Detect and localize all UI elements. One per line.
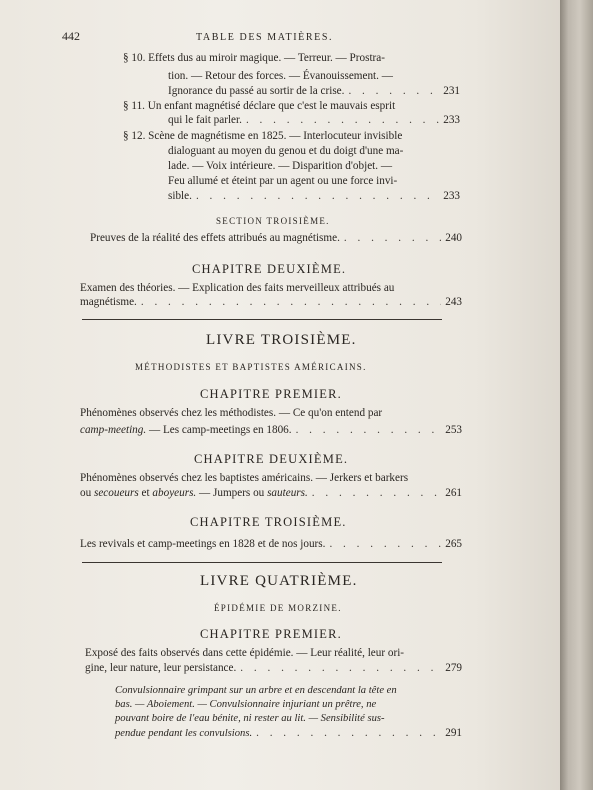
toc-page-number: 253 (445, 424, 462, 436)
dot-leader (246, 114, 439, 127)
book-subheading: ÉPIDÉMIE DE MORZINE. (214, 603, 342, 613)
book-heading: LIVRE QUATRIÈME. (200, 573, 358, 589)
toc-entry-10-line-3 (168, 85, 460, 98)
toc-entry-text: pendue pendant les convulsions. (115, 728, 253, 739)
toc-entry-12-line-1: § 12. Scène de magnétisme en 1825. — Interlocuteur invisible (123, 130, 403, 142)
italic-term: secoueurs (93, 487, 139, 499)
dot-leader (348, 85, 439, 98)
toc-entry-text: magnétisme. (80, 296, 137, 308)
running-title: TABLE DES MATIÈRES. (196, 32, 334, 43)
toc-entry-text: Preuves de la réalité des effets attribués au magnétisme. (90, 232, 340, 244)
italic-term: camp-meeting. (80, 424, 147, 436)
toc-entry-text (80, 424, 292, 437)
toc-chap2a-line-2 (80, 296, 462, 309)
toc-page-number: 261 (445, 487, 462, 499)
text-part: — Jumpers ou (196, 487, 268, 499)
dot-leader (329, 538, 441, 551)
toc-page-number: 233 (443, 114, 460, 126)
text-part: ou (80, 487, 94, 499)
toc-entry-text: gine, leur nature, leur persistance. (85, 662, 237, 674)
toc-page-number: 243 (445, 296, 462, 308)
toc-italic-line-1: Convulsionnaire grimpant sur un arbre et en descendant la tête en (115, 685, 397, 696)
toc-entry-text: qui le fait parler. (168, 114, 242, 126)
toc-italic-line-4 (115, 727, 462, 740)
toc-entry-12-line-2: dialoguant au moyen du genou et du doigt d'une ma- (168, 145, 404, 157)
dot-leader (344, 232, 441, 245)
toc-page-number: 233 (443, 190, 460, 202)
dot-leader (196, 190, 439, 203)
toc-page-number: 291 (445, 727, 462, 739)
divider-rule (82, 562, 442, 563)
toc-page-number: 279 (445, 662, 462, 674)
toc-entry-text (80, 487, 308, 500)
toc-entry-10-line-2: tion. — Retour des forces. — Évanouissement. — (168, 70, 393, 82)
toc-page-number: 231 (443, 85, 460, 97)
toc-entry-12-line-4: Feu allumé et éteint par un agent ou une force invi- (168, 175, 398, 187)
chapter-heading: CHAPITRE PREMIER. (200, 627, 342, 641)
toc-chap1b-line-1: Exposé des faits observés dans cette épidémie. — Leur réalité, leur ori- (85, 647, 405, 659)
toc-entry-11-line-1: § 11. Un enfant magnétisé déclare que c'est le mauvais esprit (123, 100, 396, 112)
section-heading: SECTION TROISIÈME. (216, 216, 330, 226)
dot-leader (312, 487, 441, 500)
toc-chap2b-line-2 (80, 487, 462, 500)
toc-chap1b-line-2 (85, 662, 462, 675)
chapter-heading: CHAPITRE TROISIÈME. (190, 515, 347, 529)
dot-leader (296, 424, 442, 437)
toc-entry-12-line-5 (168, 190, 460, 203)
toc-chap3-line (80, 538, 462, 551)
toc-chap1-line-2 (80, 424, 462, 437)
chapter-heading: CHAPITRE DEUXIÈME. (194, 452, 349, 466)
toc-italic-line-3: pouvant boire de l'eau bénite, ni rester au lit. — Sensibilité sus- (115, 713, 385, 724)
toc-entry-text: sible. (168, 190, 192, 202)
toc-chap1-line-1: Phénomènes observés chez les méthodistes. — Ce qu'on entend par (80, 407, 383, 419)
page-edge (560, 0, 593, 790)
toc-entry-10-line-1: § 10. Effets dus au miroir magique. — Terreur. — Prostra- (123, 52, 385, 64)
book-subheading: MÉTHODISTES ET BAPTISTES AMÉRICAINS. (135, 362, 367, 372)
toc-page-number: 265 (445, 538, 462, 550)
italic-term: sauteurs. (267, 487, 308, 499)
text-part: et (138, 487, 153, 499)
dot-leader (141, 296, 441, 309)
toc-entry-text: Ignorance du passé au sortir de la crise. (168, 85, 345, 97)
toc-entry-section3 (90, 232, 462, 245)
dot-leader (256, 727, 441, 740)
toc-italic-line-2: bas. — Aboiement. — Convulsionnaire injuriant un prêtre, ne (115, 699, 377, 710)
toc-page-number: 240 (445, 232, 462, 244)
italic-term: aboyeurs. (152, 487, 197, 499)
toc-chap2a-line-1: Examen des théories. — Explication des faits merveilleux attribués au (80, 282, 395, 294)
book-heading: LIVRE TROISIÈME. (206, 332, 357, 348)
page-number: 442 (62, 29, 80, 43)
divider-rule (82, 319, 442, 320)
toc-entry-12-line-3: lade. — Voix intérieure. — Disparition d'objet. — (168, 160, 393, 172)
chapter-heading: CHAPITRE DEUXIÈME. (192, 262, 347, 276)
toc-entry-11-line-2 (168, 114, 460, 127)
toc-entry-text: Les revivals et camp-meetings en 1828 et de nos jours. (80, 538, 326, 550)
chapter-heading: CHAPITRE PREMIER. (200, 387, 342, 401)
dot-leader (240, 662, 441, 675)
toc-entry-rest: — Les camp-meetings en 1806. (146, 424, 292, 436)
toc-chap2b-line-1: Phénomènes observés chez les baptistes américains. — Jerkers et barkers (80, 472, 409, 484)
